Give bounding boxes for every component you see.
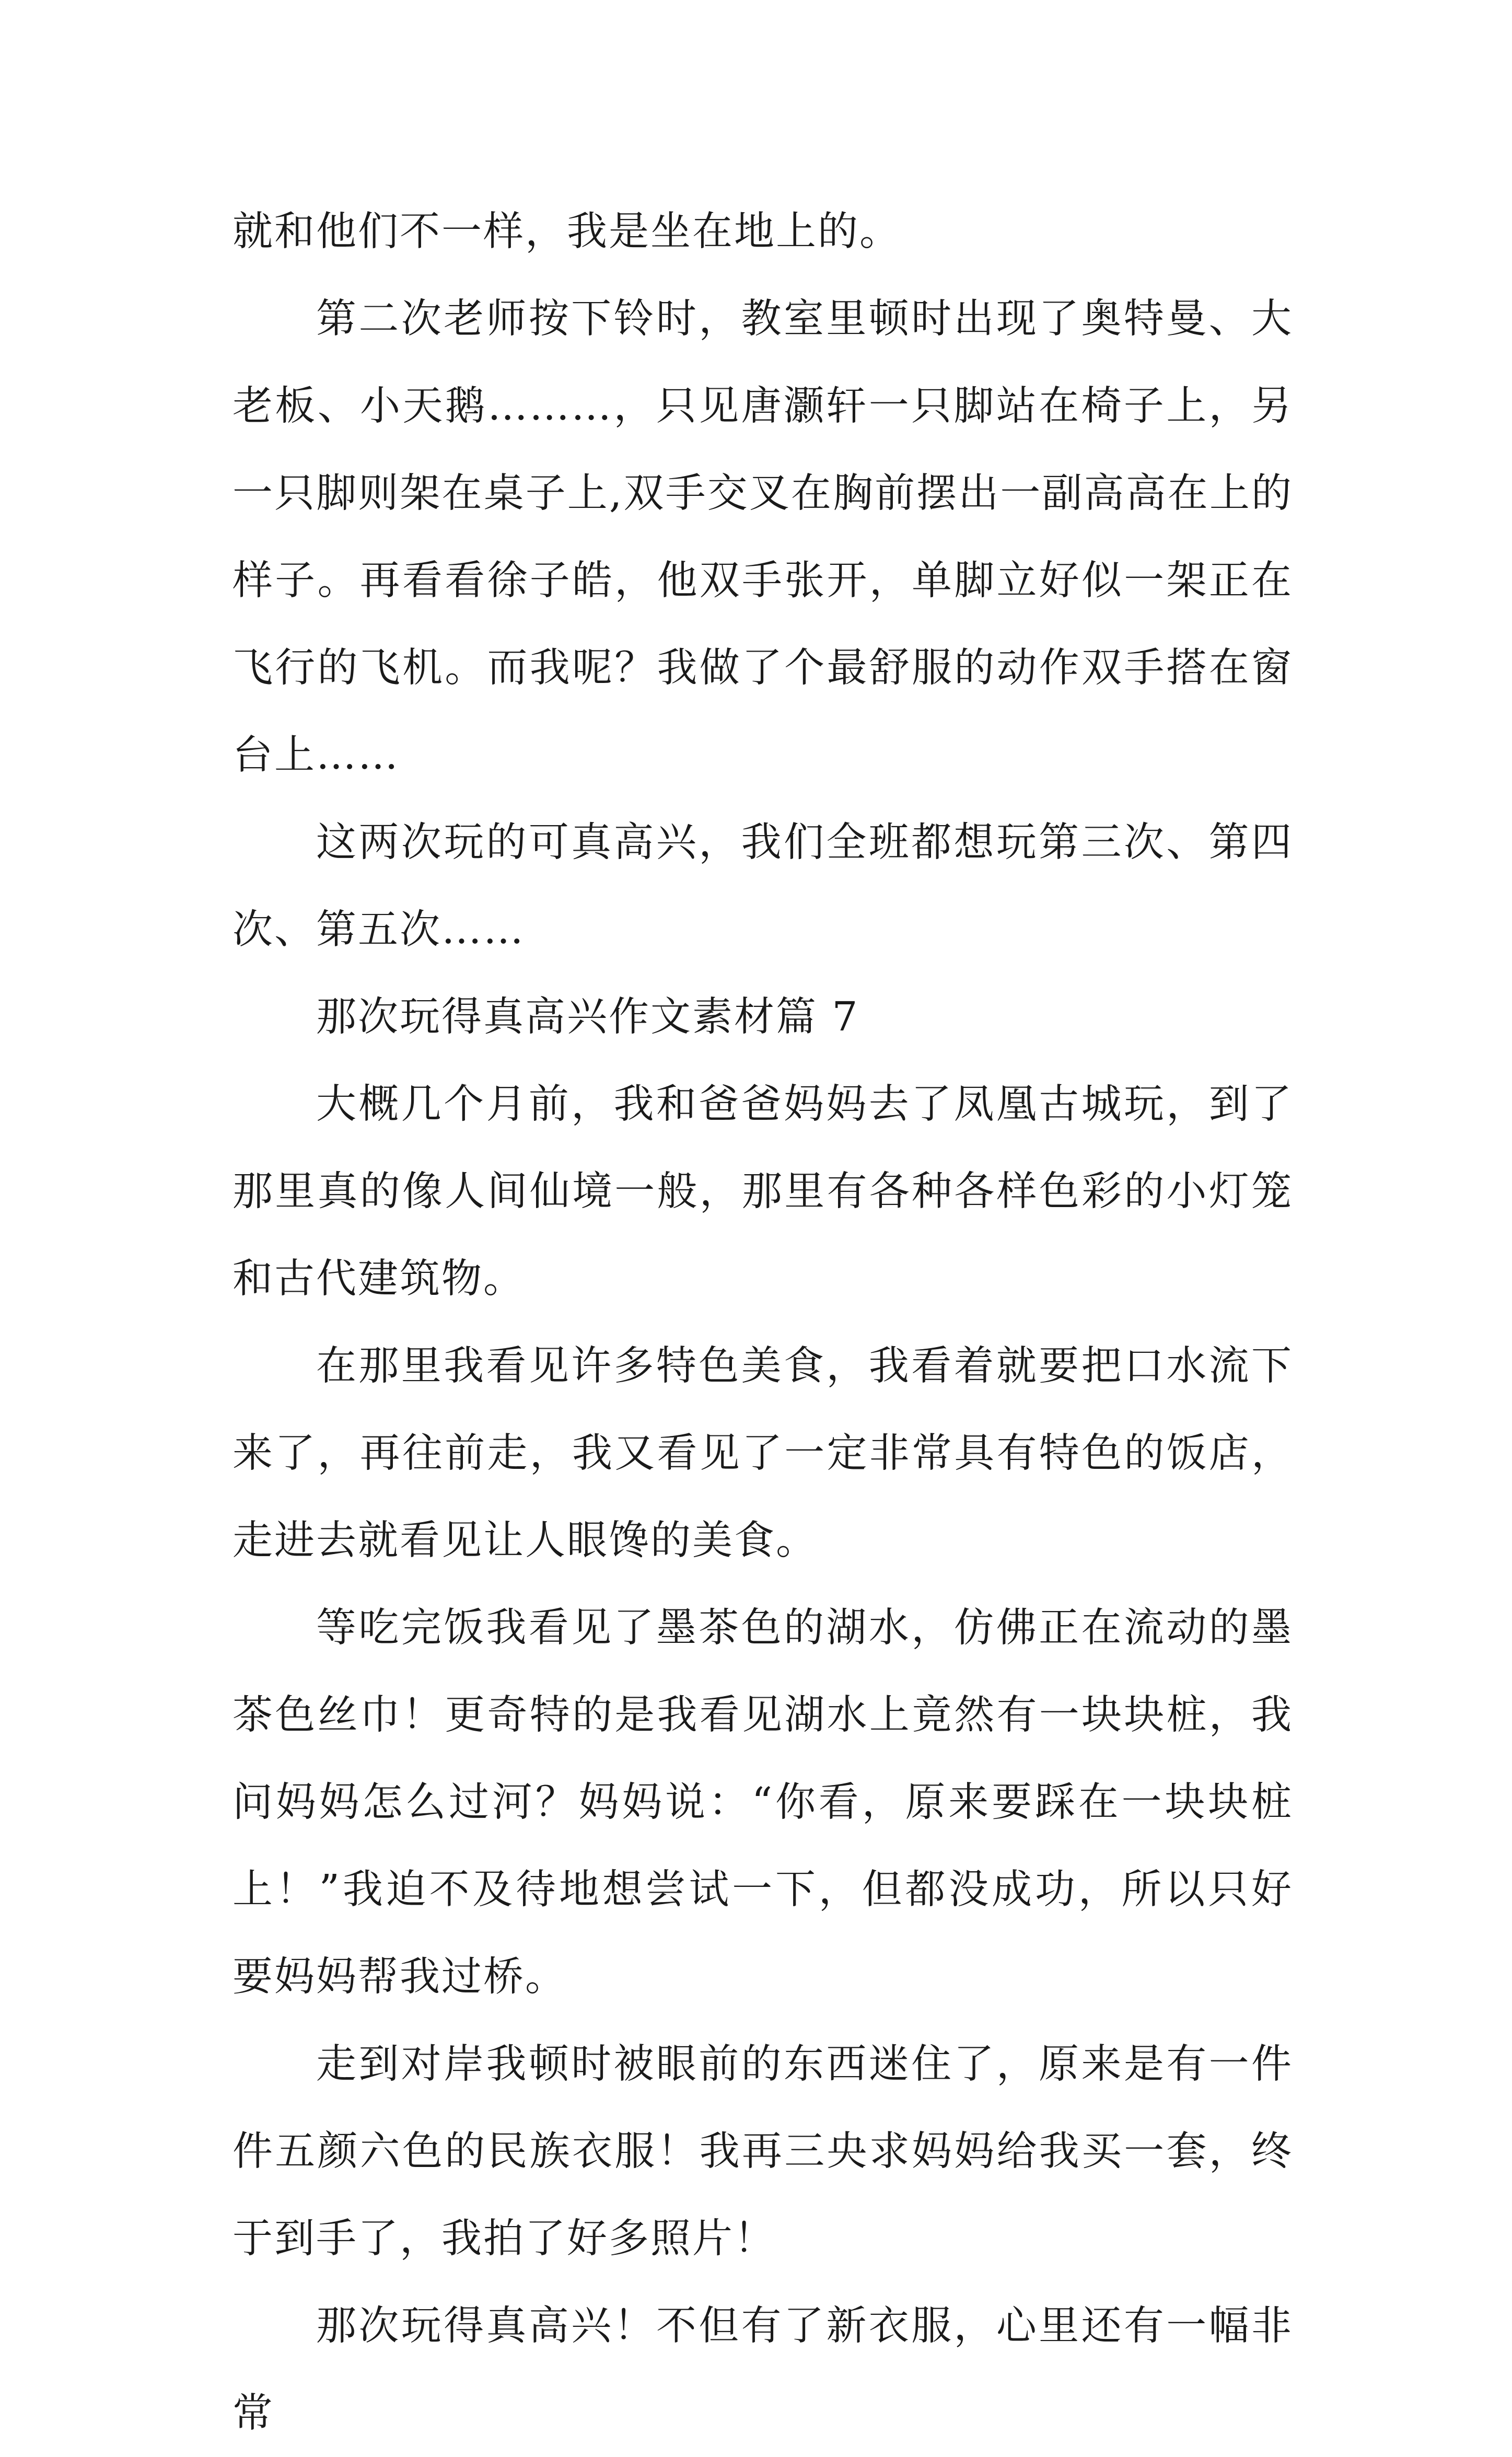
paragraph: 等吃完饭我看见了墨茶色的湖水，仿佛正在流动的墨茶色丝巾！更奇特的是我看见湖水上竟然有一块块桩，我问妈妈怎么过河？妈妈说：“你看，原来要踩在一块块桩上！”我迫不及待地想尝试一下，但都没成功，所以只好要妈妈帮我过桥。 (232, 1605, 1293, 2000)
paragraph: 就和他们不一样，我是坐在地上的。 (232, 208, 901, 255)
paragraph: 在那里我看见许多特色美食，我看着就要把口水流下来了，再往前走，我又看见了一定非常具有特色的饭店，走进去就看见让人眼馋的美食。 (232, 1343, 1293, 1564)
paragraph: 那次玩得真高兴！不但有了新衣服，心里还有一幅非常 (232, 2303, 1293, 2437)
section-heading: 那次玩得真高兴作文素材篇 7 (316, 994, 859, 1040)
paragraph: 第二次老师按下铃时，教室里顿时出现了奥特曼、大老板、小天鹅………，只见唐灏轩一只脚站在椅子上，另一只脚则架在桌子上,双手交叉在胸前摆出一副高高在上的样子。再看看徐子皓，他双手张开，单脚立好似一架正在飞行的飞机。而我呢？我做了个最舒服的动作双手搭在窗台上…… (232, 296, 1293, 779)
paragraph: 这两次玩的可真高兴，我们全班都想玩第三次、第四次、第五次…… (232, 819, 1293, 953)
paragraph: 大概几个月前，我和爸爸妈妈去了凤凰古城玩，到了那里真的像人间仙境一般，那里有各种各样色彩的小灯笼和古代建筑物。 (232, 1081, 1293, 1302)
document-body (232, 188, 1293, 2457)
paragraph: 走到对岸我顿时被眼前的东西迷住了，原来是有一件件五颜六色的民族衣服！我再三央求妈妈给我买一套，终于到手了，我拍了好多照片！ (232, 2041, 1293, 2262)
